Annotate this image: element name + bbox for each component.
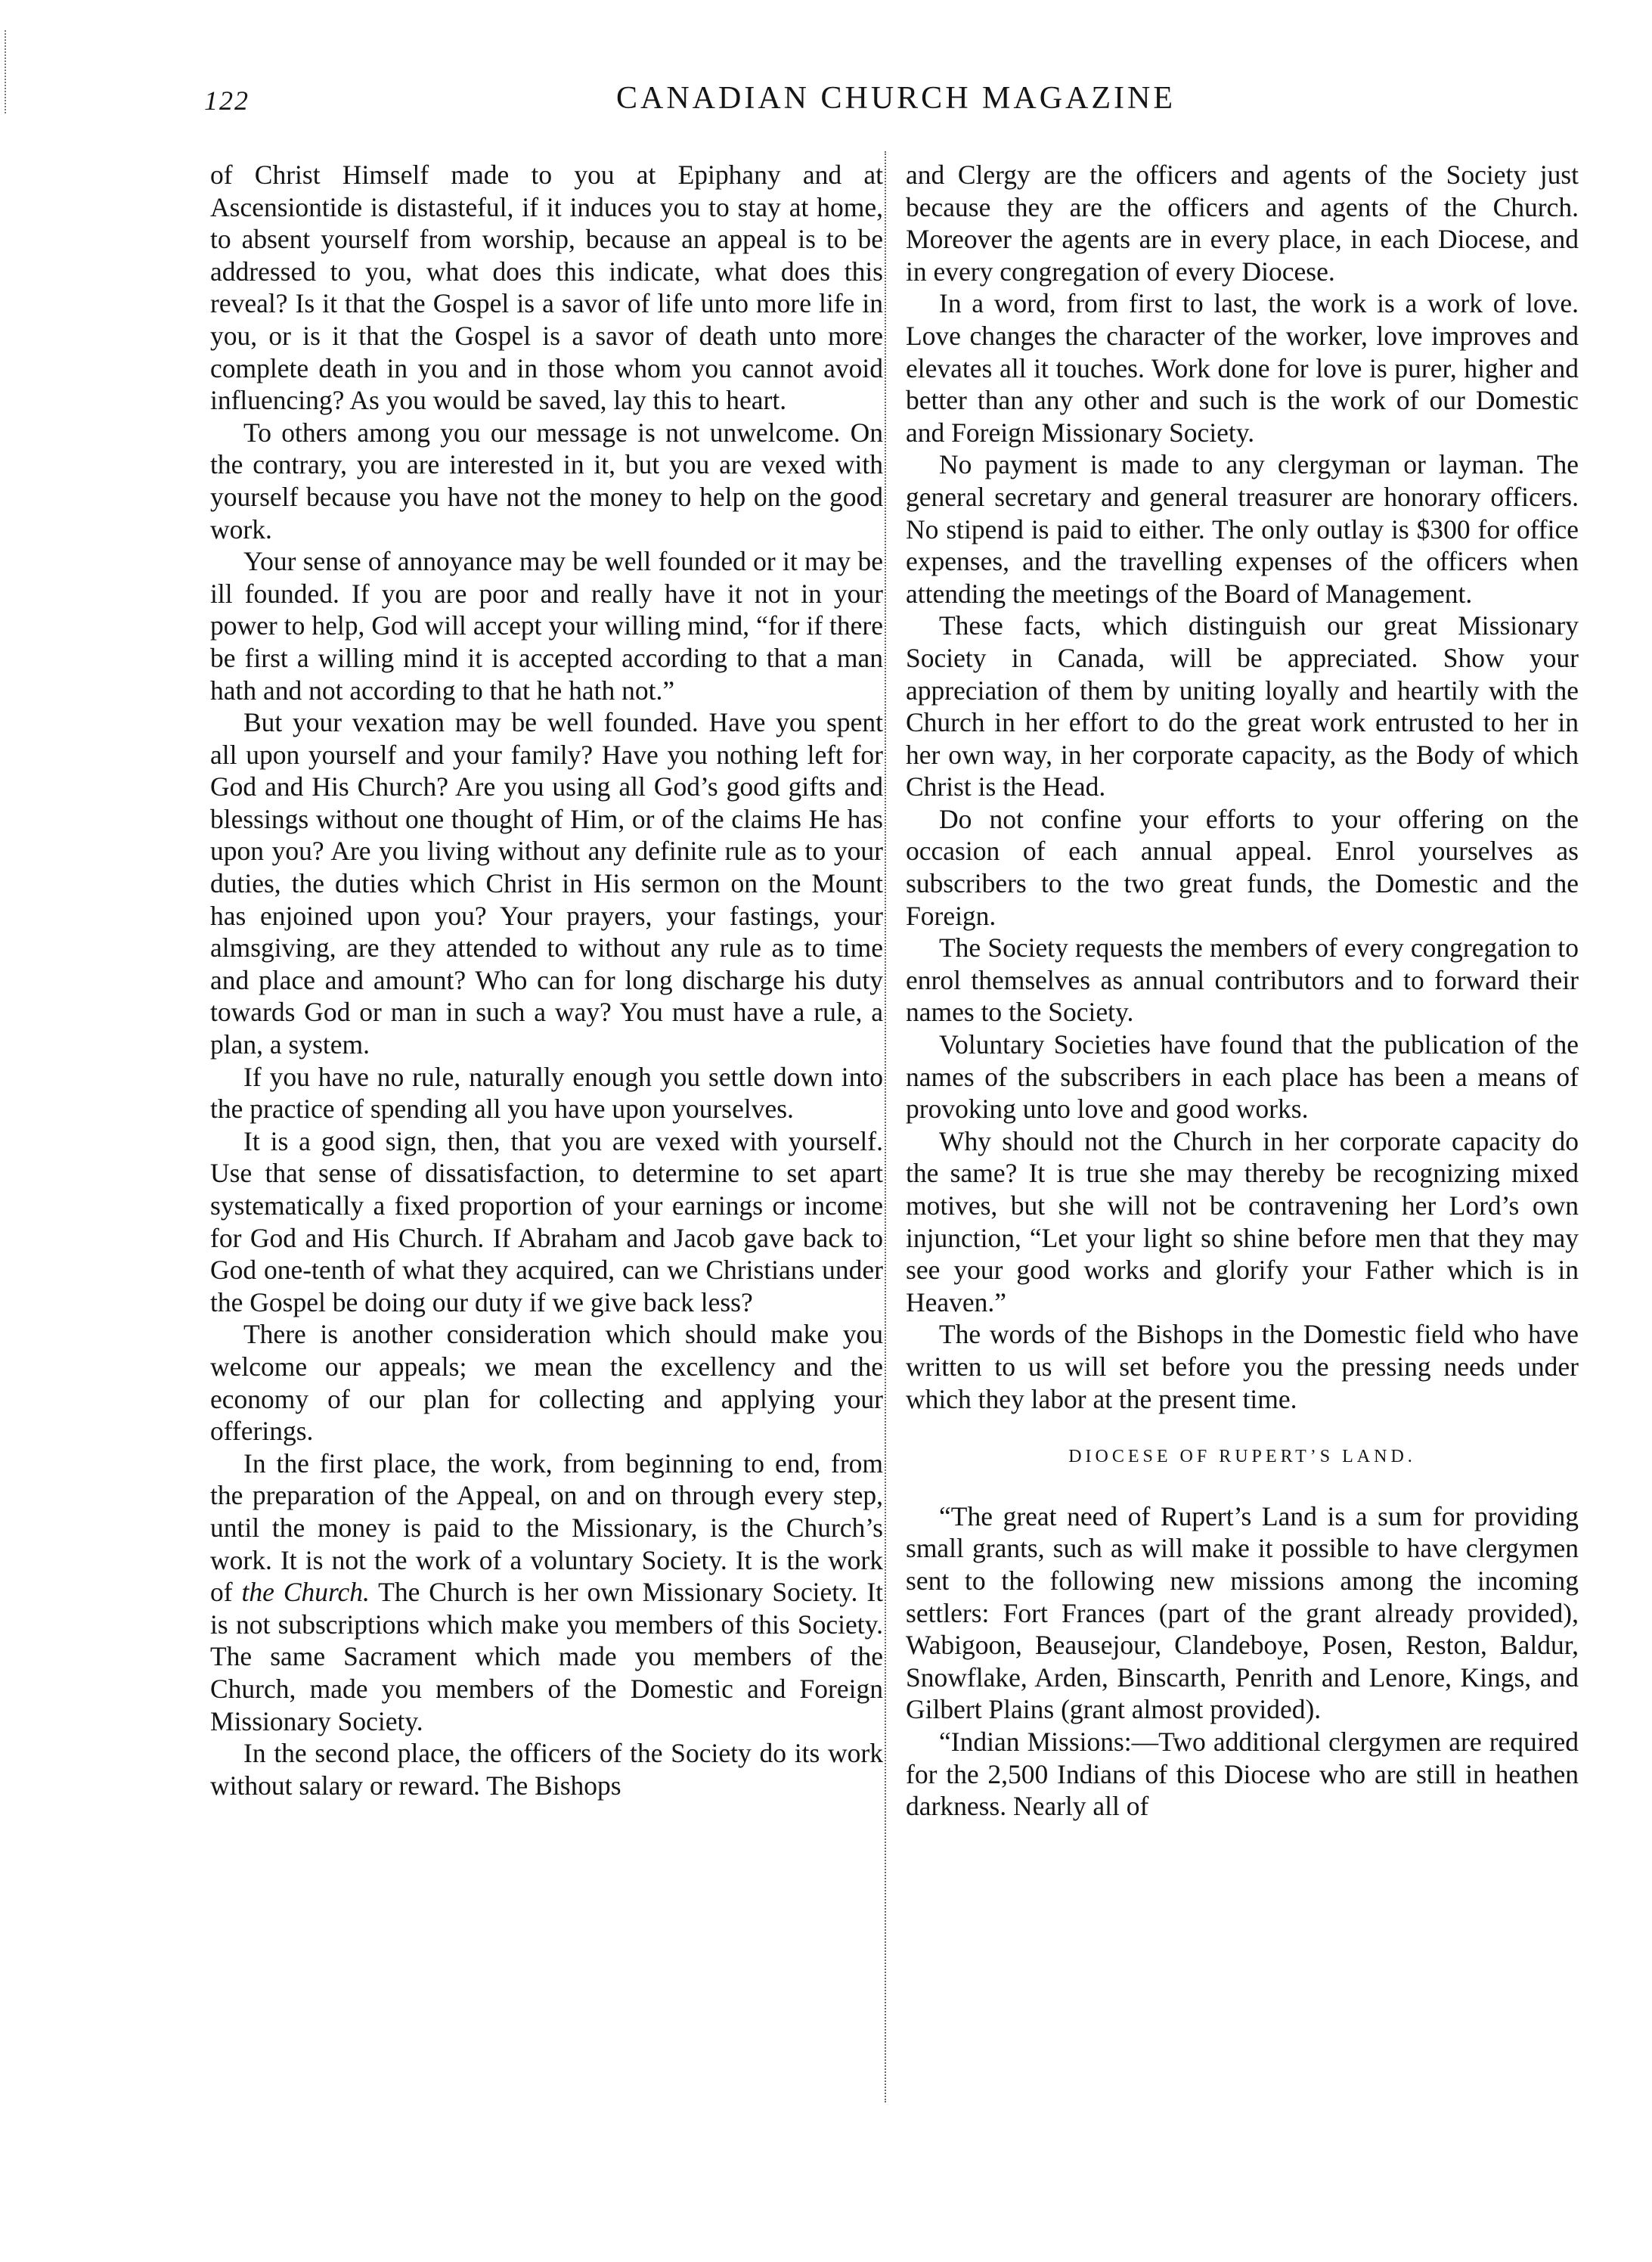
paragraph: “Indian Missions:—Two additional clergymen are required for the 2,500 Indians of this Diocese who are still in heathen darkness. Nearly all of bbox=[906, 1726, 1579, 1822]
paragraph: There is another consideration which should make you welcome our appeals; we mean the excellency and the economy of our plan for collecting and applying your offerings. bbox=[210, 1319, 883, 1447]
scan-edge-marks bbox=[5, 30, 9, 113]
paragraph-text-continued: The Church is her own Missionary Society. It is not subscriptions which make you members of this Society. The same Sacrament which made you members of the Church, made you members of the Domestic and Foreign Missionary Society. bbox=[210, 1577, 883, 1736]
paragraph: No payment is made to any clergyman or layman. The general secretary and general treasurer are honorary officers. No stipend is paid to either. The only outlay is $300 for office expenses, and the travelling expenses of the officers when attending the meetings of the Board of Management. bbox=[906, 449, 1579, 609]
emphasis-text: the Church. bbox=[241, 1577, 370, 1608]
paragraph: Why should not the Church in her corporate capacity do the same? It is true she may thereby be recognizing mixed motives, but she will not be contravening her Lord’s own injunction, “Let your light so shine before men that they may see your good works and glorify your Father which is in Heaven.” bbox=[906, 1125, 1579, 1317]
paragraph: If you have no rule, naturally enough you settle down into the practice of spending all you have upon yourselves. bbox=[210, 1061, 883, 1125]
paragraph: It is a good sign, then, that you are vexed with yourself. Use that sense of dissatisfaction, to determine to set apart systematically a fixed proportion of your earnings or income for God and His Church. If Abraham and Jacob gave back to God one-tenth of what they acquired, can we Christians under the Gospel be doing our duty if we give back less? bbox=[210, 1125, 883, 1317]
paragraph: These facts, which distinguish our great Missionary Society in Canada, will be appreciated. Show your appreciation of them by uniting loyally and heartily with the Church in her effort to do the great work entrusted to her in her own way, in her corporate capacity, as the Body of which Christ is the Head. bbox=[906, 610, 1579, 802]
paragraph: of Christ Himself made to you at Epiphany and at Ascensiontide is distasteful, if it induces you to stay at home, to absent yourself from worship, because an appeal is to be addressed to you, what does this indicate, what does this reveal? Is it that the Gospel is a savor of life unto more life in you, or is it that the Gospel is a savor of death unto more complete death in you and in those whom you cannot avoid influencing? As you would be saved, lay this to heart. bbox=[210, 160, 883, 416]
paragraph-with-emphasis bbox=[210, 1447, 883, 1737]
paragraph: “The great need of Rupert’s Land is a sum for providing small grants, such as will make it possible to have clergymen sent to the following new missions among the incoming settlers: Fort Frances (part of the grant already provided), Wabigoon, Beausejour, Clandeboye, Posen, Reston, Baldur, Snowflake, Arden, Binscarth, Penrith and Lenore, Kings, and Gilbert Plains (grant almost provided). bbox=[906, 1500, 1579, 1725]
paragraph: Voluntary Societies have found that the publication of the names of the subscribers in each place has been a means of provoking unto love and good works. bbox=[906, 1029, 1579, 1125]
paragraph: Do not confine your efforts to your offering on the occasion of each annual appeal. Enrol yourselves as subscribers to the two great funds, the Domestic and the Foreign. bbox=[906, 803, 1579, 931]
column-divider bbox=[885, 151, 886, 2102]
paragraph: and Clergy are the officers and agents of the Society just because they are the officers and agents of the Church. Moreover the agents are in every place, in each Diocese, and in every congregation of every Diocese. bbox=[906, 160, 1579, 287]
left-column bbox=[210, 159, 883, 1801]
paragraph: To others among you our message is not unwelcome. On the contrary, you are interested in it, but you are vexed with yourself because you have not the money to help on the good work. bbox=[210, 417, 883, 545]
paragraph: In a word, from first to last, the work is a work of love. Love changes the character of the worker, love improves and elevates all it touches. Work done for love is purer, higher and better than any other and such is the work of our Domestic and Foreign Missionary Society. bbox=[906, 288, 1579, 448]
page-header bbox=[204, 81, 1588, 130]
running-title: CANADIAN CHURCH MAGAZINE bbox=[616, 81, 1176, 116]
paragraph: But your vexation may be well founded. Have you spent all upon yourself and your family? Have you nothing left for God and His Church? Are you using all God’s good gifts and blessings without one thought of Him, or of the claims He has upon you? Are you living without any definite rule as to your duties, the duties which Christ in His sermon on the Mount has enjoined upon you? Your prayers, your fastings, your almsgiving, are they attended to without any rule as to time and place and amount? Who can for long discharge his duty towards God or man in such a way? You must have a rule, a plan, a system. bbox=[210, 707, 883, 1060]
right-column bbox=[906, 159, 1579, 1823]
paragraph: The Society requests the members of every congregation to enrol themselves as annual contributors and to forward their names to the Society. bbox=[906, 932, 1579, 1028]
paragraph: In the second place, the officers of the Society do its work without salary or reward. The Bishops bbox=[210, 1738, 883, 1801]
section-heading: DIOCESE OF RUPERT’S LAND. bbox=[1068, 1447, 1416, 1467]
paragraph: Your sense of annoyance may be well founded or it may be ill founded. If you are poor and really have it not in your power to help, God will accept your willing mind, “for if there be first a willing mind it is accepted according to that a man hath and not according to that he hath not.” bbox=[210, 546, 883, 706]
paragraph-text: In the first place, the work, from beginning to end, from the preparation of the Appeal, on and on through every step, until the money is paid to the Missionary, is the Church’s work. It is not the work of a voluntary Society. It is the work of bbox=[210, 1447, 883, 1608]
page-number: 122 bbox=[204, 85, 250, 116]
paragraph: The words of the Bishops in the Domestic field who have written to us will set before you the pressing needs under which they labor at the present time. bbox=[906, 1319, 1579, 1414]
